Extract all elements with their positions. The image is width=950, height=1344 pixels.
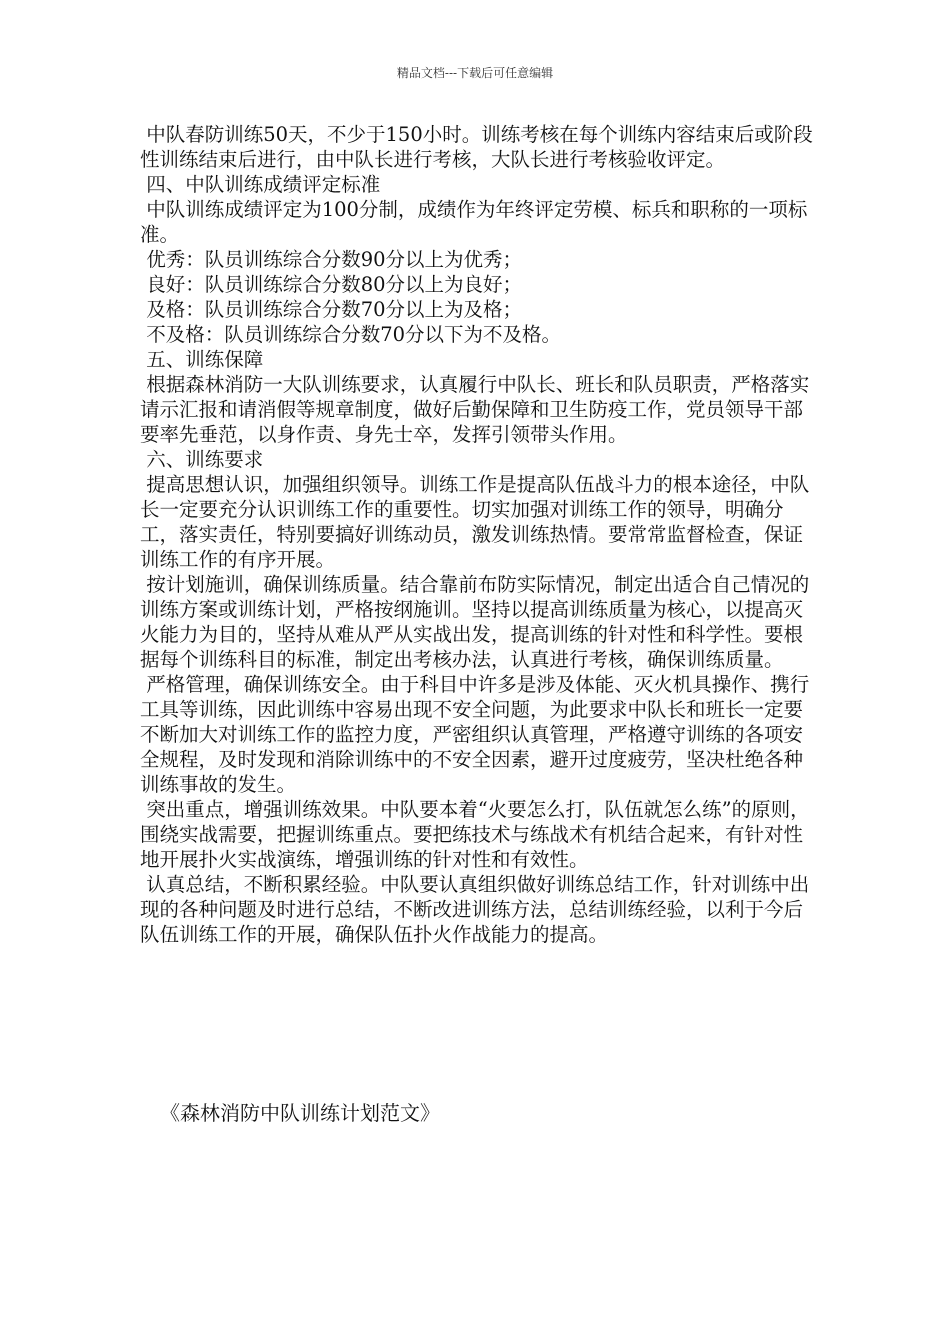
heading-section-five: 五、训练保障 — [140, 348, 264, 371]
paragraph-requirement-plan: 按计划施训，确保训练质量。结合靠前布防实际情况，制定出适合自己情况的训练方案或训练计划，严格按纲施训。坚持以提高训练质量为核心，以提高灭火能力为目的，坚持从难从严从实战出发，提高训练的针对性和科学性。要根据每个训练科目的标准，制定出考核办法，认真进行考核，确保训练质量。 — [140, 573, 810, 671]
paragraph-requirement-safety: 严格管理，确保训练安全。由于科目中许多是涉及体能、灭火机具操作、携行工具等训练，因此训练中容易出现不安全问题，为此要求中队长和班长一定要不断加大对训练工作的监控力度，严密组织认真管理，严格遵守训练的各项安全规程，及时发现和消除训练中的不安全因素，避开过度疲劳，坚决杜绝各种训练事故的发生。 — [140, 673, 810, 796]
heading-section-four: 四、中队训练成绩评定标准 — [140, 173, 381, 196]
list-item-good: 良好：队员训练综合分数80分以上为良好； — [140, 273, 523, 296]
list-item-fail: 不及格：队员训练综合分数70分以下为不及格。 — [140, 323, 562, 346]
paragraph-training-support: 根据森林消防一大队训练要求，认真履行中队长、班长和队员职责，严格落实请示汇报和请消假等规章制度，做好后勤保障和卫生防疫工作，党员领导干部要率先垂范，以身作责、身先士卒，发挥引领带头作用。 — [140, 373, 810, 446]
page-header: 精品文档---下载后可任意编辑 — [396, 66, 554, 80]
paragraph-score-system: 中队训练成绩评定为100分制，成绩作为年终评定劳模、标兵和职称的一项标准。 — [140, 198, 808, 246]
heading-section-six: 六、训练要求 — [140, 448, 264, 471]
paragraph-training-duration: 中队春防训练50天，不少于150小时。训练考核在每个训练内容结束后或阶段性训练结束后进行，由中队长进行考核，大队长进行考核验收评定。 — [140, 123, 813, 171]
list-item-pass: 及格：队员训练综合分数70分以上为及格； — [140, 298, 523, 321]
list-item-excellent: 优秀：队员训练综合分数90分以上为优秀； — [140, 248, 523, 271]
document-body — [140, 122, 820, 947]
paragraph-requirement-summary: 认真总结，不断积累经验。中队要认真组织做好训练总结工作，针对训练中出现的各种问题及时进行总结，不断改进训练方法，总结训练经验，以利于今后队伍训练工作的开展，确保队伍扑火作战能力的提高。 — [140, 873, 810, 946]
paragraph-requirement-thinking: 提高思想认识，加强组织领导。训练工作是提高队伍战斗力的根本途径，中队长一定要充分认识训练工作的重要性。切实加强对训练工作的领导，明确分工，落实责任，特别要搞好训练动员，激发训练热情。要常常监督检查，保证训练工作的有序开展。 — [140, 473, 810, 571]
document-title-footer: 《森林消防中队训练计划范文》 — [160, 1101, 440, 1125]
paragraph-requirement-focus: 突出重点，增强训练效果。中队要本着“火要怎么打，队伍就怎么练”的原则，围绕实战需要，把握训练重点。要把练技术与练战术有机结合起来，有针对性地开展扑火实战演练，增强训练的针对性和有效性。 — [140, 798, 810, 871]
